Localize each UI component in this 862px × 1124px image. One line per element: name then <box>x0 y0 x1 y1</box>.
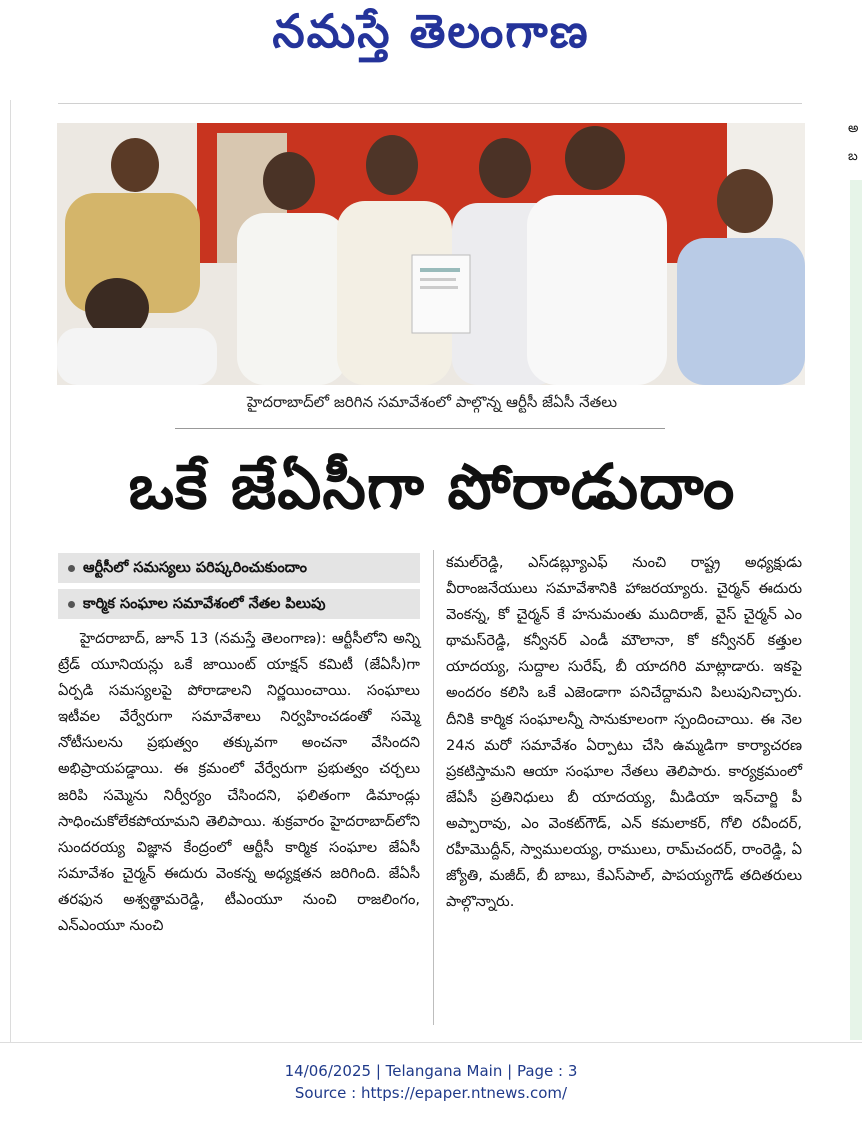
caption-underline <box>175 428 665 429</box>
highlights-box <box>58 553 420 625</box>
article-column-right <box>446 550 802 915</box>
masthead-divider <box>58 103 802 104</box>
page-footer <box>0 1060 862 1104</box>
edge-char: అ <box>848 121 859 136</box>
edge-char: బ <box>848 149 858 164</box>
source-link[interactable]: Source : https://epaper.ntnews.com/ <box>294 1084 568 1102</box>
edition-info: 14/06/2025 | Telangana Main | Page : 3 <box>284 1062 578 1080</box>
news-photo <box>57 123 805 385</box>
bullet-icon <box>68 565 75 572</box>
highlight-item <box>58 553 420 583</box>
highlight-text: ఆర్టీసీలో సమస్యలు పరిష్కరించుకుందాం <box>83 560 307 576</box>
column-text: కమల్‌రెడ్డి, ఎస్‌డబ్ల్యూఎఫ్ నుంచి రాష్ట్ర అధ్యక్షుడు వీరాంజనేయులు సమావేశానికి హాజరయ్యారు. చైర్మన్ ఈదురు వెంకన్న, కో చైర్మన్ కే హనుమంతు ముదిరాజ్, వైస్ చైర్మన్ ఎం థామస్‌రెడ్డి, కన్వీనర్ ఎండీ మౌలానా, కో కన్వీనర్ కత్తుల యాదయ్య, సుద్దాల సురేష్, బీ యాదగిరి మాట్లాడారు. ఇకపై అందరం కలిసి ఒకే ఎజెండాగా పనిచేద్దామని పిలుపునిచ్చారు. దీనికి కార్మిక సంఘాలన్నీ సానుకూలంగా స్పందించాయి. ఈ నెల 24న మరో సమావేశం ఏర్పాటు చేసి ఉమ్మడిగా కార్యాచరణ ప్రకటిస్తామని ఆయా సంఘాల నేతలు తెలిపారు. కార్యక్రమంలో జేఏసీ ప్రతినిధులు బీ యాదయ్య, మీడియా ఇన్‌చార్జి పీ అప్పారావు, ఎం వెంకట్‌గౌడ్, ఎన్ కమలాకర్, గోలి రవీందర్, రహీమొద్దీన్, స్వాములయ్య, రాములు, రామ్‌చందర్, రాంరెడ్డి, ఏ జ్యోతి, మజీద్, బీ బాబు, కేఎస్‌పాల్, పాపయ్యగౌడ్ తదితరులు పాల్గొన్నారు. <box>446 554 802 911</box>
masthead-title: నమస్తే తెలంగాణ <box>272 4 590 58</box>
adjacent-article-edge <box>848 115 858 171</box>
masthead <box>0 4 862 70</box>
article-headline: ఒకే జేఏసీగా పోరాడుదాం <box>128 450 736 523</box>
photo-caption: హైదరాబాద్‌లో జరిగిన సమావేశంలో పాల్గొన్న ఆర్టీసీ జేఏసీ నేతలు <box>246 393 618 411</box>
photo-illustration <box>57 123 805 385</box>
left-margin-rule <box>10 100 11 1042</box>
highlight-text: కార్మిక సంఘాల సమావేశంలో నేతల పిలుపు <box>83 596 326 612</box>
adjacent-box-edge <box>850 180 862 1040</box>
bullet-icon <box>68 601 75 608</box>
article-column-left <box>58 626 420 939</box>
page-bottom-rule <box>0 1042 862 1043</box>
column-divider <box>433 550 434 1025</box>
highlight-item <box>58 589 420 619</box>
column-text: హైదరాబాద్, జూన్ 13 (నమస్తే తెలంగాణ): ఆర్టీసీలోని అన్ని ట్రేడ్ యూనియన్లు ఒకే జాయింట్ యాక్షన్ కమిటీ (జేఏసీ)గా ఏర్పడి సమస్యలపై పోరాడాలని నిర్ణయించాయి. సంఘాలు ఇటీవల వేర్వేరుగా సమావేశాలు నిర్వహించడంతో సమ్మె నోటీసులను ప్రభుత్వం తక్కువగా అంచనా వేసిందని అభిప్రాయపడ్డాయి. ఈ క్రమంలో వేర్వేరుగా ప్రభుత్వం చర్చలు జరిపి సమ్మెను నిర్వీర్యం చేసిందని, ఫలితంగా డిమాండ్లు సాధించుకోలేకపోయామని తెలిపాయి. శుక్రవారం హైదరాబాద్‌లోని సుందరయ్య విజ్ఞాన కేంద్రంలో ఆర్టీసీ కార్మిక సంఘాల జేఏసీ సమావేశం చైర్మన్ ఈదురు వెంకన్న అధ్యక్షతన జరిగింది. జేఏసీ తరఫున అశ్వత్థామరెడ్డి, టీఎంయూ నుంచి రాజలింగం, ఎన్ఎంయూ నుంచి <box>58 630 420 935</box>
